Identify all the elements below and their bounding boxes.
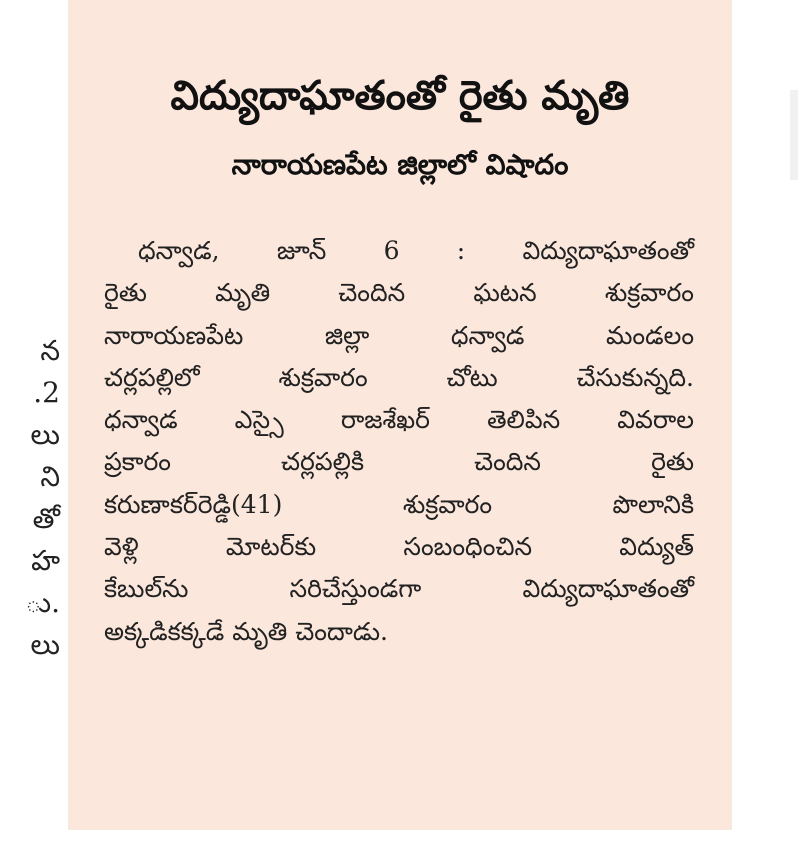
left-column-fragment: .2 — [33, 376, 60, 409]
body-line: ప్రకారం చర్లపల్లికి చెందిన రైతు — [104, 447, 694, 477]
left-column-fragment: హ — [31, 544, 60, 577]
left-column-fragment: ని — [40, 460, 60, 493]
left-column-fragment: లు — [30, 418, 60, 451]
body-line: రైతు మృతి చెందిన ఘటన శుక్రవారం — [104, 278, 694, 308]
body-line: ధన్వాడ, జూన్ 6 : విద్యుదాఘాతంతో — [138, 236, 694, 265]
left-column-fragment: న — [40, 334, 60, 367]
body-line: అక్కడికక్కడే మృతి చెందాడు. — [104, 616, 388, 646]
left-column-fragment: ు. — [25, 586, 60, 619]
previous-line-cutoff — [118, 0, 682, 6]
left-column-fragment: లు — [30, 628, 60, 661]
body-line: కరుణాకర్‌రెడ్డి(41) శుక్రవారం పొలానికి — [104, 489, 694, 519]
adjacent-column-left — [0, 0, 66, 858]
body-line: ధన్వాడ ఎస్సై రాజశేఖర్ తెలిపిన వివరాల — [104, 405, 694, 435]
body-line: కేబుల్‌ను సరిచేస్తుండగా విద్యుదాఘాతంతో — [104, 574, 694, 604]
left-column-fragment: తో — [32, 502, 60, 535]
article-body — [104, 230, 694, 653]
article-subheadline: నారాయణపేట జిల్లాలో విషాదం — [231, 148, 569, 181]
news-article-box — [68, 0, 732, 830]
body-line: నారాయణపేట జిల్లా ధన్వాడ మండలం — [104, 320, 694, 350]
article-headline: విద్యుదాఘాతంతో రైతు మృతి — [170, 73, 630, 119]
body-line: చర్లపల్లిలో శుక్రవారం చోటు చేసుకున్నది. — [104, 362, 694, 392]
adjacent-column-right-edge — [790, 90, 798, 180]
body-line: వెళ్లి మోటర్‌కు సంబంధించిన విద్యుత్ — [104, 532, 694, 562]
